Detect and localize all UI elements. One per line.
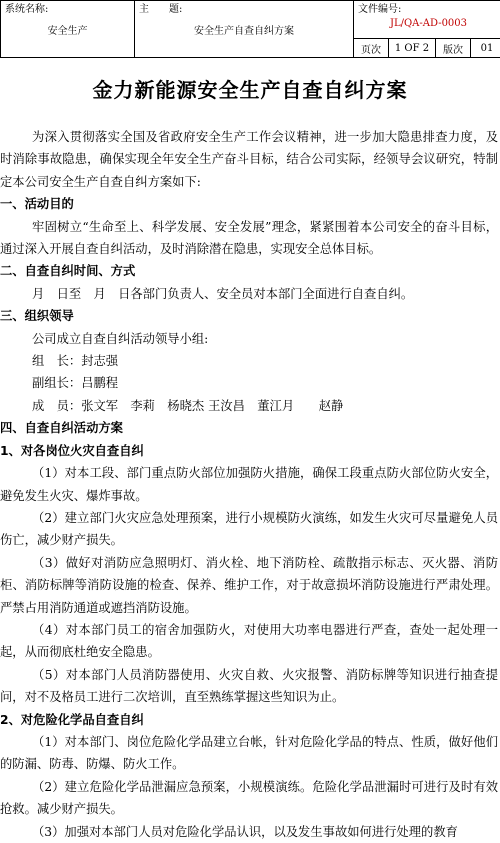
body-paragraph: （1）对本部门、岗位危险化学品建立台帐，针对危险化学品的特点、性质，做好他们的防漏、防毒、防爆、防火工作。 [0,731,498,776]
subject-value: 安全生产自查自纠方案 [135,16,353,39]
system-name-value: 安全生产 [1,16,134,39]
document-number-value: JL/QA-AD-0003 [354,17,500,30]
subsection-heading: 2、对危险化学品自查自纠 [0,709,498,731]
body-paragraph: （1）对本工段、部门重点防火部位加强防火措施，确保工段重点防火部位防火安全，避免发生火灾、爆炸事故。 [0,462,498,507]
body-paragraph: 组 长：封志强 [0,350,498,372]
section-heading: 一、活动目的 [0,193,498,215]
document-header-table [0,0,500,58]
body-paragraph: （3）加强对本部门人员对危险化学品认识，以及发生事故如何进行处理的教育 [0,821,498,843]
subsection-heading: 1、对各岗位火灾自查自纠 [0,440,498,462]
document-number-cell [354,1,500,58]
system-name-label: 系统名称: [1,1,134,16]
section-heading: 三、组织领导 [0,305,498,327]
body-paragraph: 成 员：张文军 李莉 杨晓杰 王汝昌 董江月 赵静 [0,395,498,417]
page-label: 页次 [354,39,389,57]
version-label: 版次 [436,39,471,57]
subject-cell [135,1,354,58]
body-paragraph: 月 日至 月 日各部门负责人、安全员对本部门全面进行自查自纠。 [0,283,498,305]
document-body [32,126,498,843]
body-paragraph: 牢固树立“生命至上、科学发展、安全发展”理念，紧紧围着本公司安全的奋斗目标，通过深入开展自查自纠活动，及时消除潜在隐患，实现安全总体目标。 [0,216,498,261]
page-info-row [354,38,500,57]
body-paragraph: （2）建立部门火灾应急处理预案，进行小规模防火演练，如发生火灾可尽量避免人员伤亡，减少财产损失。 [0,507,498,552]
document-number-label: 文件编号: [354,1,500,16]
body-paragraph: （3）做好对消防应急照明灯、消火栓、地下消防栓、疏散指示标志、灭火器、消防柜、消防标牌等消防设施的检查、保养、维护工作，对于故意损坏消防设施进行严肃处理。严禁占用消防通道或遮挡消防设施。 [0,552,498,619]
body-paragraph: （2）建立危险化学品泄漏应急预案，小规模演练。危险化学品泄漏时可进行及时有效抢救。减少财产损失。 [0,776,498,821]
body-paragraph: （5）对本部门人员消防器使用、火灾自救、火灾报警、消防标牌等知识进行抽查提问，对不及格员工进行二次培训，直至熟练掌握这些知识为止。 [0,664,498,709]
system-name-cell [1,1,135,58]
document-title: 金力新能源安全生产自查自纠方案 [0,74,500,103]
intro-paragraph: 为深入贯彻落实全国及省政府安全生产工作会议精神，进一步加大隐患排查力度，及时消除事故隐患，确保实现全年安全生产奋斗目标，结合公司实际，经领导会议研究，特制定本公司安全生产自查自纠方案如下: [0,126,498,193]
subject-label: 主 题: [135,1,353,16]
section-heading: 四、自查自纠活动方案 [0,417,498,439]
section-heading: 二、自查自纠时间、方式 [0,260,498,282]
version-value: 01 [471,39,500,57]
body-paragraph: 副组长：吕鹏程 [0,372,498,394]
body-paragraph: （4）对本部门员工的宿舍加强防火，对使用大功率电器进行严查，查处一起处理一起，从而彻底杜绝安全隐患。 [0,619,498,664]
body-paragraph: 公司成立自查自纠活动领导小组: [0,328,498,350]
page-value: 1 OF 2 [389,39,436,57]
